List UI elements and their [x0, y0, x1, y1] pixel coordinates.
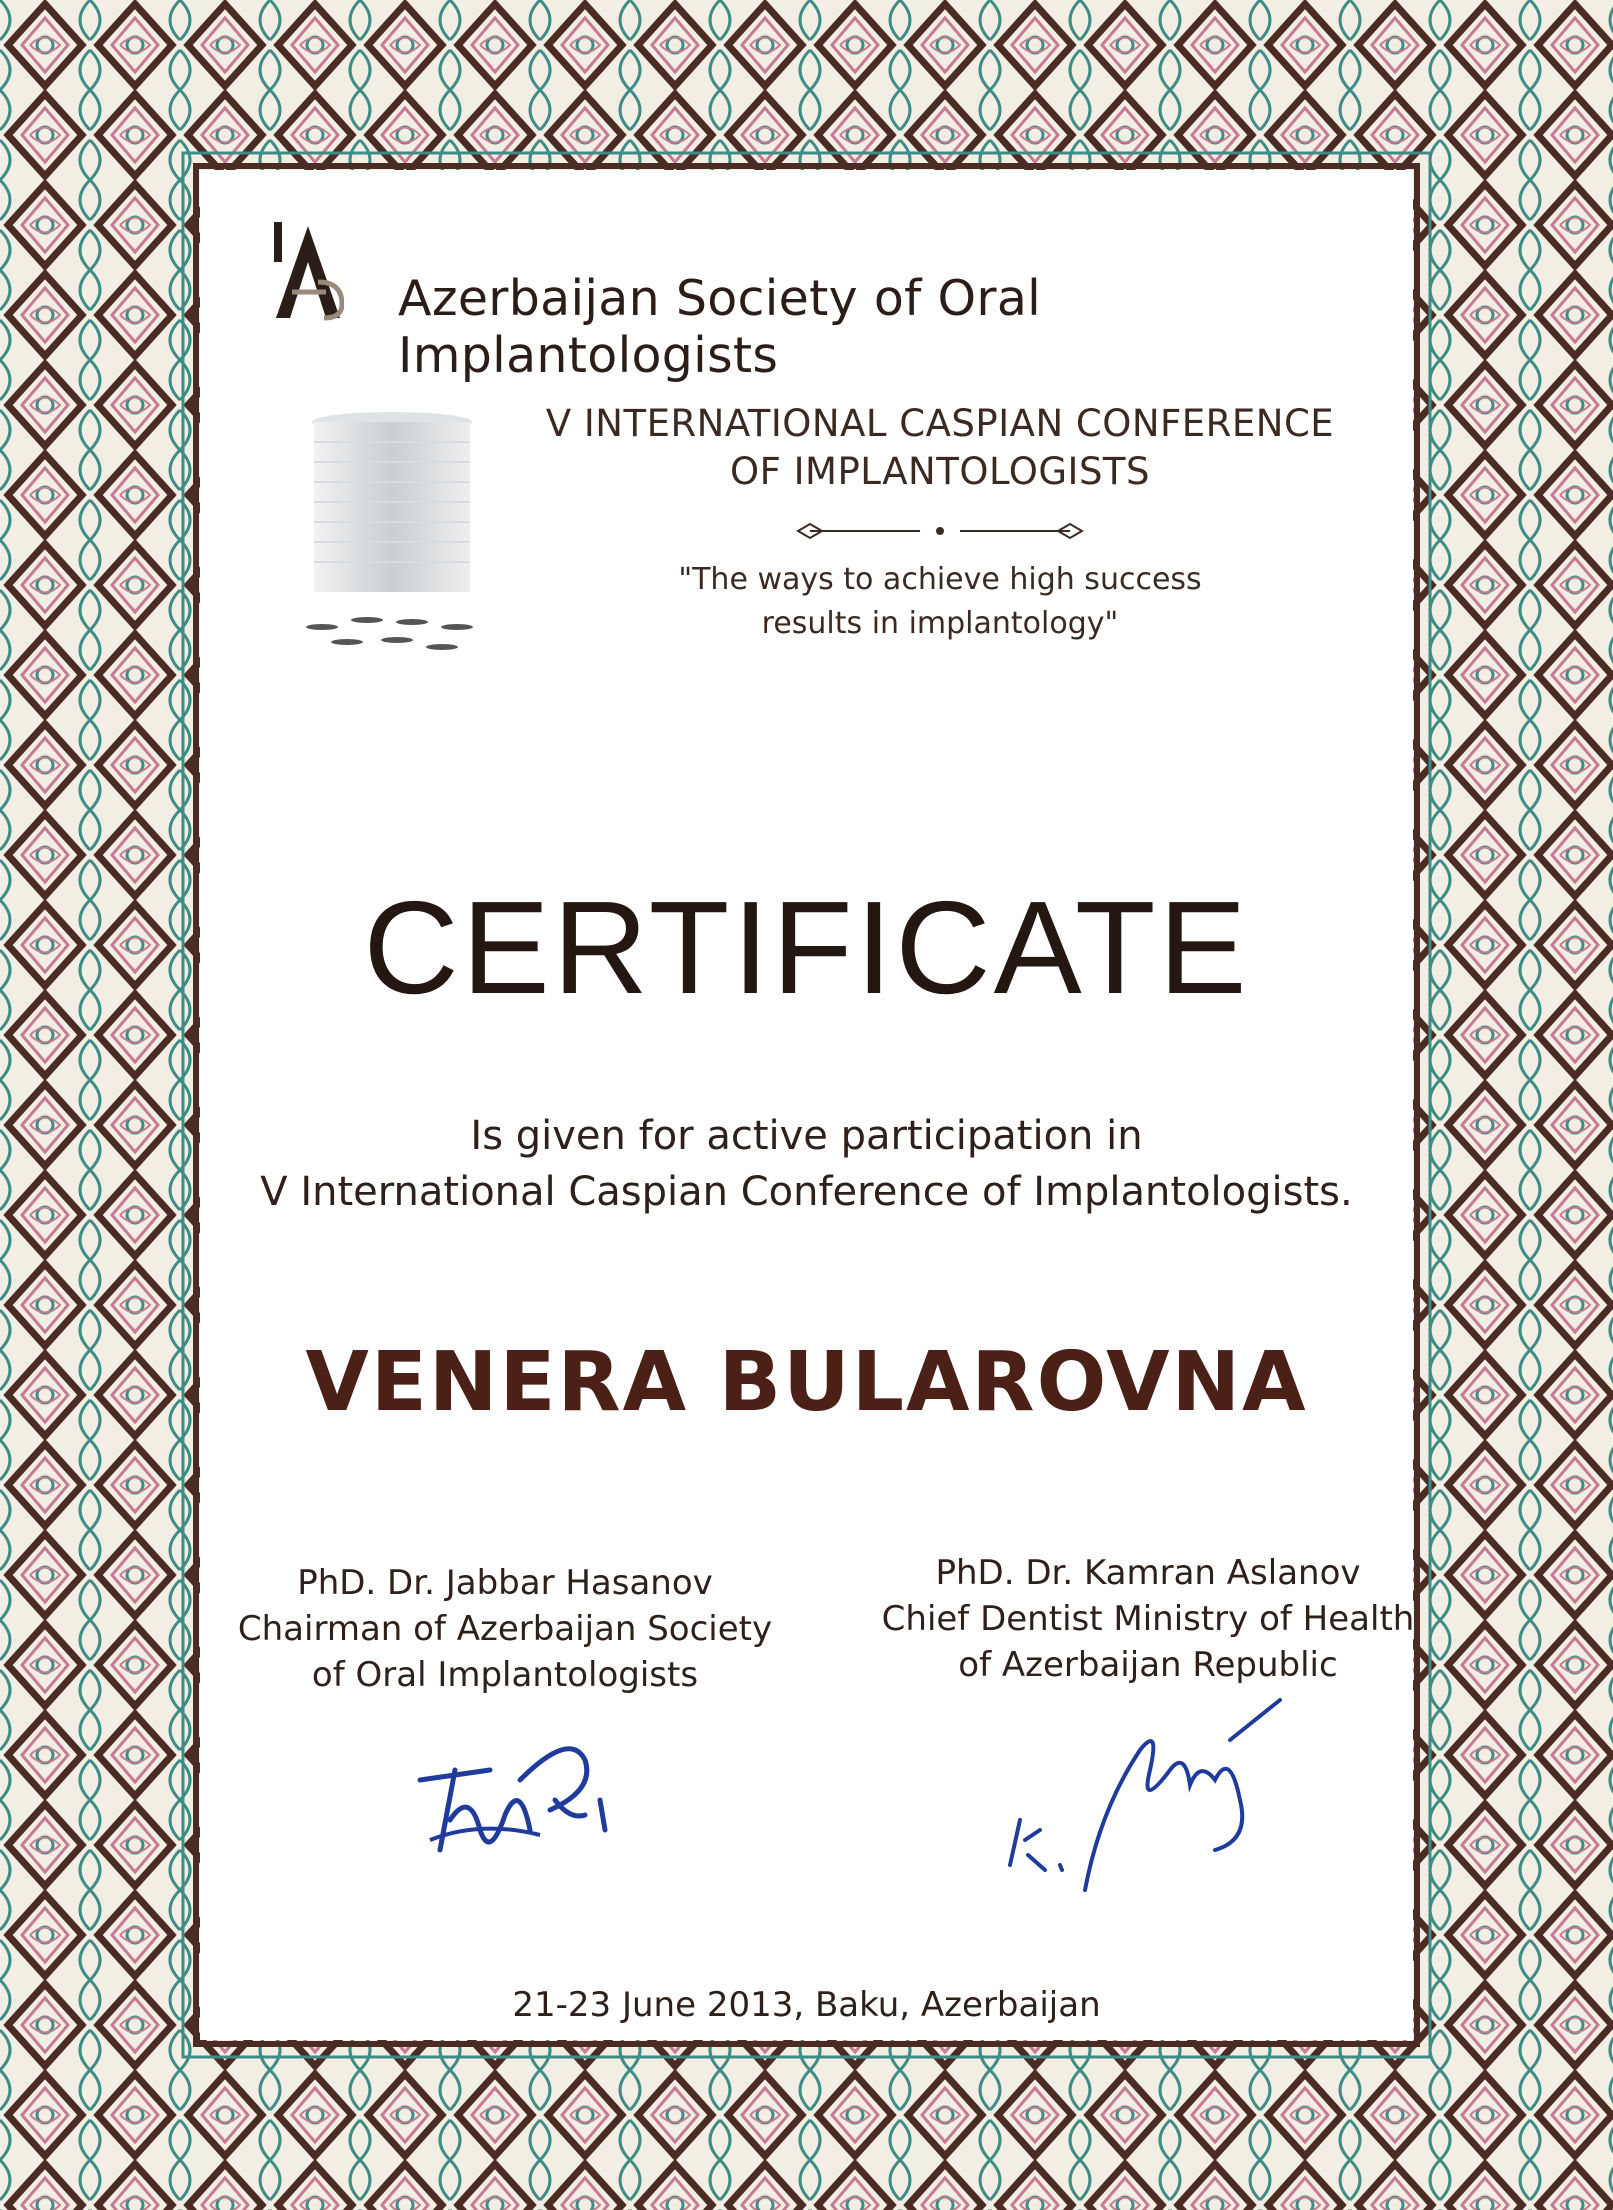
signatory-left [225, 1560, 785, 1698]
certificate-title: CERTIFICATE [363, 874, 1250, 1021]
description-line-2: V International Caspian Conference of Implantologists. [260, 1169, 1353, 1215]
signatory-right-org: of Azerbaijan Republic [958, 1645, 1338, 1685]
divider-ornament-icon [790, 518, 1090, 544]
asoi-logo-icon [272, 222, 344, 322]
conference-title [480, 400, 1400, 496]
date-location: 21-23 June 2013, Baku, Azerbaijan [512, 1985, 1101, 2025]
slogan-line-1: "The ways to achieve high success [678, 562, 1202, 597]
signatory-left-title: Chairman of Azerbaijan Society [237, 1609, 773, 1649]
signature-right [1000, 1690, 1290, 1910]
certificate-description [200, 1108, 1413, 1220]
slogan-line-2: results in implantology" [761, 606, 1119, 641]
conference-title-line-2: OF IMPLANTOLOGISTS [729, 450, 1151, 493]
signatory-right [868, 1550, 1428, 1688]
recipient-name: VENERA BULAROVNA [305, 1335, 1308, 1430]
organization-name: Azerbaijan Society of Oral Implantologists [398, 270, 1042, 384]
signatory-right-name: PhD. Dr. Kamran Aslanov [935, 1553, 1361, 1593]
signature-left [410, 1720, 630, 1870]
conference-title-line-1: V INTERNATIONAL CASPIAN CONFERENCE [545, 402, 1335, 445]
dental-implant-icon [292, 402, 492, 662]
signatory-left-name: PhD. Dr. Jabbar Hasanov [297, 1563, 713, 1603]
signatory-left-org: of Oral Implantologists [311, 1655, 699, 1695]
description-line-1: Is given for active participation in [470, 1113, 1143, 1159]
signatory-right-title: Chief Dentist Ministry of Health [881, 1599, 1415, 1639]
conference-slogan [620, 558, 1260, 646]
